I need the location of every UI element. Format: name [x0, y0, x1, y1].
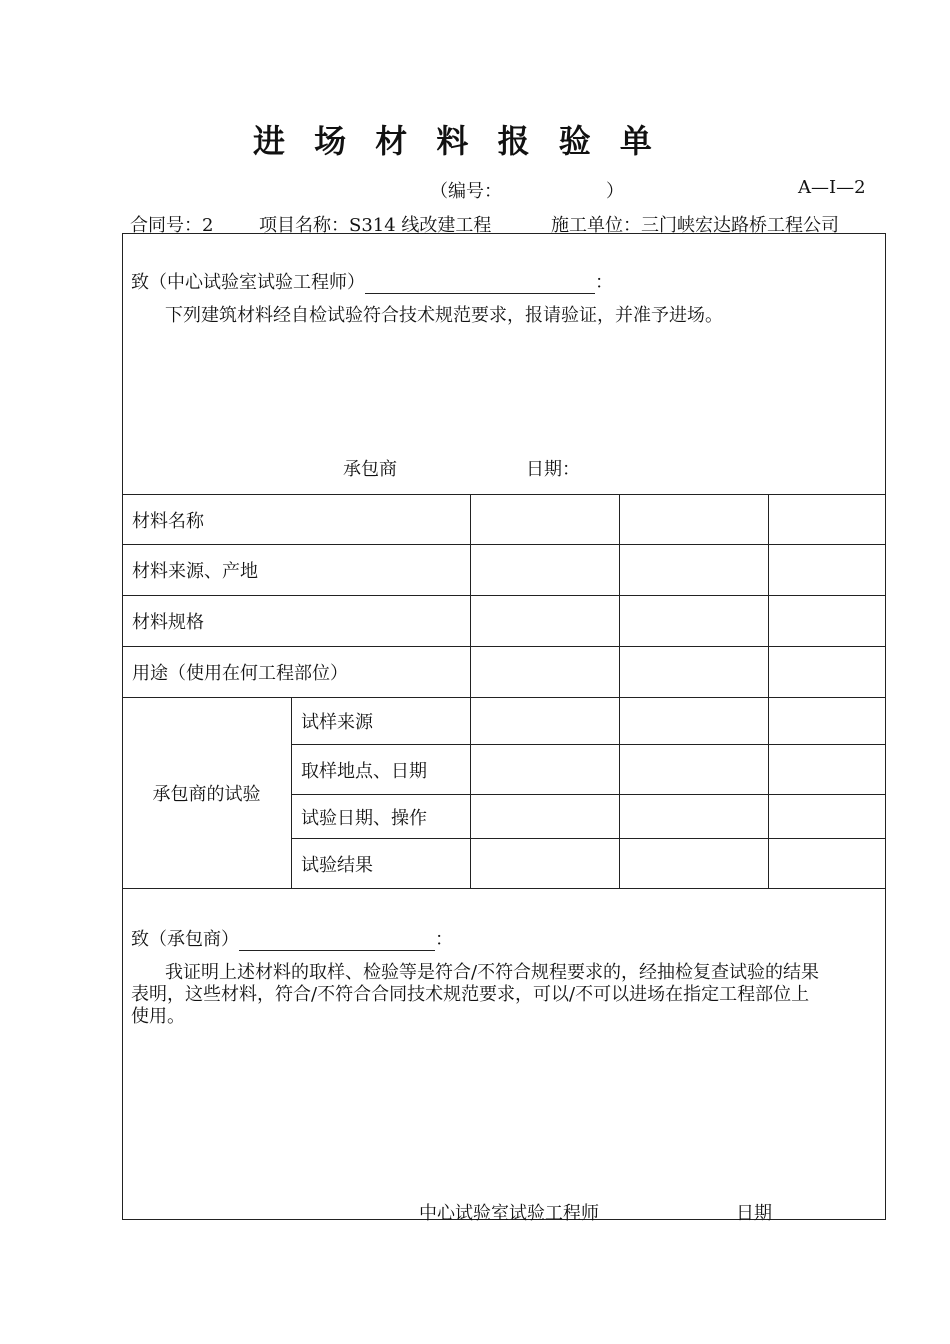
form-code: A—I—2 — [798, 177, 866, 198]
section1-name-blank[interactable] — [365, 272, 595, 294]
test-date-operation-label: 试验日期、操作 — [301, 807, 427, 829]
material-spec-label: 材料规格 — [132, 612, 204, 633]
section1-to-suffix: ： — [595, 272, 613, 293]
project-name: 项目名称：S314 线改建工程 — [259, 215, 492, 236]
contractor-test-label: 承包商的试验 — [152, 784, 261, 805]
material-origin-label: 材料来源、产地 — [132, 561, 258, 582]
section1-addressee — [131, 268, 613, 294]
section2-body-line2: 表明，这些材料，符合/不符合合同技术规范要求，可以/不可以进场在指定工程部位上 — [131, 984, 810, 1005]
section1-date-label: 日期： — [526, 459, 580, 480]
material-usage-label: 用途（使用在何工程部位） — [132, 663, 348, 684]
section2-to-suffix: ： — [435, 929, 453, 950]
sample-source-label: 试样来源 — [301, 712, 373, 733]
engineer-label: 中心试验室试验工程师 — [419, 1203, 599, 1224]
section1-to-prefix: 致（中心试验室试验工程师） — [131, 272, 365, 293]
construction-unit: 施工单位：三门峡宏达路桥工程公司 — [551, 215, 839, 236]
section2-body-line3: 使用。 — [131, 1006, 185, 1027]
form-number-label: （编号： — [430, 181, 502, 202]
contract-number: 合同号：2 — [130, 215, 214, 236]
sampling-place-date-label: 取样地点、日期 — [301, 760, 427, 782]
test-result-label: 试验结果 — [301, 854, 373, 876]
section2-addressee — [131, 925, 453, 951]
section2-to-prefix: 致（承包商） — [131, 929, 239, 950]
material-name-label: 材料名称 — [132, 510, 204, 532]
section2-date-label: 日期 — [736, 1203, 772, 1224]
page-title: 进 场 材 料 报 验 单 — [253, 122, 661, 160]
section1-body: 下列建筑材料经自检试验符合技术规范要求，报请验证，并准予进场。 — [165, 305, 723, 326]
contractor-label: 承包商 — [343, 459, 397, 480]
section2-body-line1: 我证明上述材料的取样、检验等是符合/不符合规程要求的，经抽检复查试验的结果 — [165, 962, 820, 983]
form-number-close: ） — [606, 181, 624, 202]
section2-name-blank[interactable] — [239, 929, 435, 951]
